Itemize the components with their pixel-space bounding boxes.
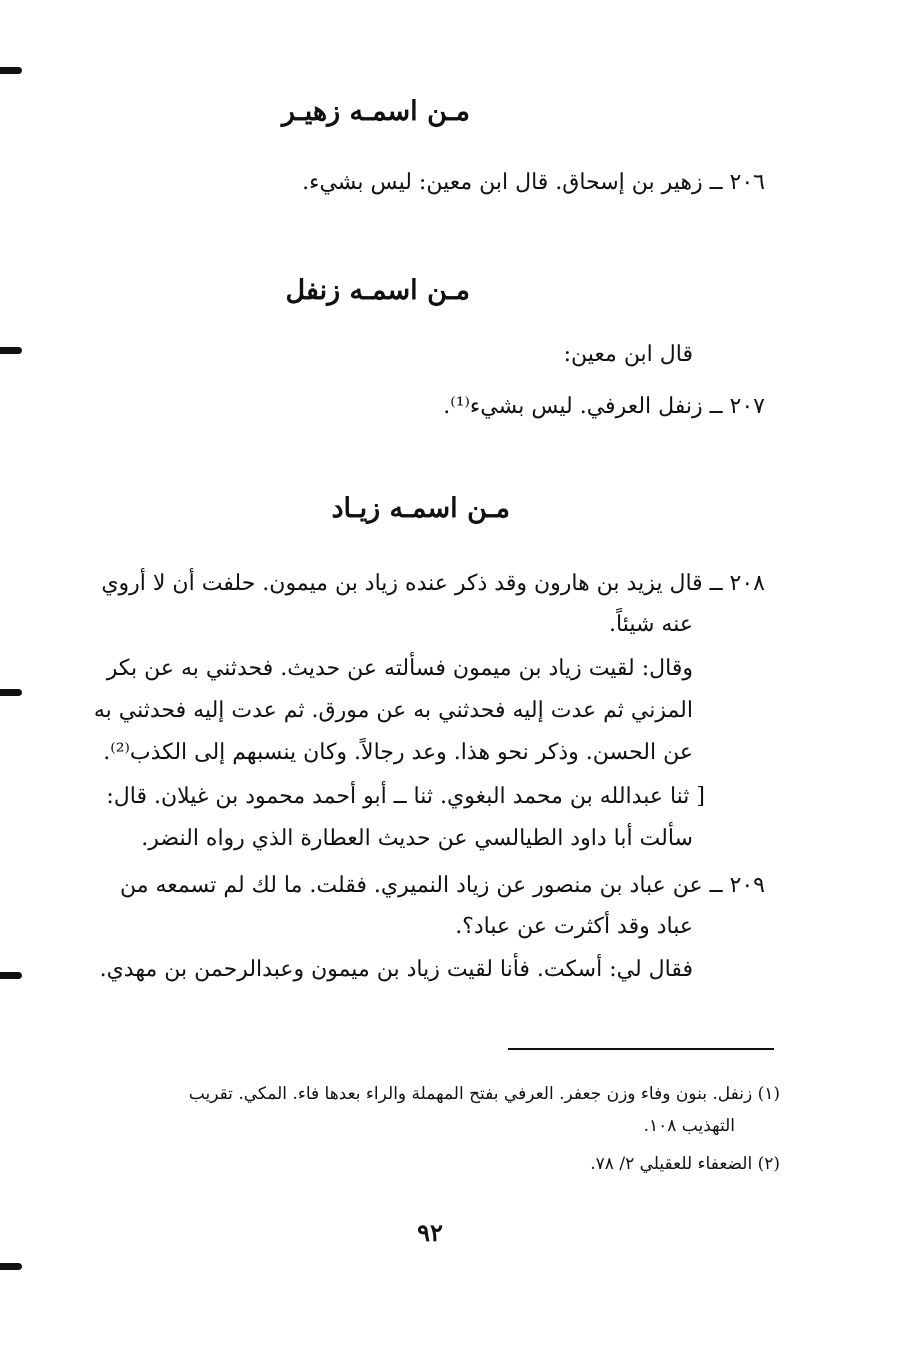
entry-207: ٢٠٧ ــ زنفل العرفي. ليس بشيء⁽¹⁾. — [443, 394, 765, 419]
entry-208-line-3: وقال: لقيت زياد بن ميمون فسألته عن حديث. فحدثني به عن بكر — [106, 656, 693, 681]
footnote-1: (١) زنفل. بنون وفاء وزن جعفر. العرفي بفتح المهملة والراء بعدها فاء. المكي. تقريب — [188, 1084, 780, 1104]
entry-208-line-2: عنه شيئاً. — [609, 612, 693, 637]
footnote-1-continuation: التهذيب ١٠٨. — [643, 1116, 735, 1136]
scan-mark-5 — [0, 1263, 22, 1270]
entry-208-line-4: المزني ثم عدت إليه فحدثني به عن مورق. ثم عدت إليه فحدثني به — [93, 698, 693, 723]
entry-209-line-3: فقال لي: أسكت. فأنا لقيت زياد بن ميمون وعبدالرحمن بن مهدي. — [99, 957, 693, 982]
section-heading-zuhair: مـن اسمـه زهيـر — [281, 96, 470, 127]
footnote-2: (٢) الضعفاء للعقيلي ٢/ ٧٨. — [590, 1154, 780, 1174]
section-heading-ziyad: مـن اسمـه زيـاد — [331, 493, 510, 524]
scan-mark-1 — [0, 67, 22, 74]
scan-mark-3 — [0, 689, 22, 696]
scan-mark-4 — [0, 972, 22, 979]
entry-209-line-2: عباد وقد أكثرت عن عباد؟. — [455, 914, 693, 939]
entry-207-intro: قال ابن معين: — [563, 342, 693, 367]
entry-208-line-5: عن الحسن. وذكر نحو هذا. وعد رجالاً. وكان ينسبهم إلى الكذب⁽²⁾. — [103, 740, 693, 765]
entry-208-line-1: ٢٠٨ ــ قال يزيد بن هارون وقد ذكر عنده زياد بن ميمون. حلفت أن لا أروي — [101, 571, 765, 596]
entry-208-line-6: [ ثنا عبدالله بن محمد البغوي. ثنا ــ أبو أحمد محمود بن غيلان. قال: — [106, 784, 705, 809]
scan-mark-2 — [0, 347, 22, 354]
entry-206: ٢٠٦ ــ زهير بن إسحاق. قال ابن معين: ليس بشيء. — [302, 170, 765, 195]
page-number: ٩٢ — [417, 1218, 443, 1247]
entry-208-line-7: سألت أبا داود الطيالسي عن حديث العطارة الذي رواه النضر. — [141, 826, 693, 851]
section-heading-zanfal: مـن اسمـه زنفل — [285, 275, 470, 306]
entry-209-line-1: ٢٠٩ ــ عن عباد بن منصور عن زياد النميري. فقلت. ما لك لم تسمعه من — [119, 873, 765, 898]
footnote-separator — [508, 1048, 774, 1050]
